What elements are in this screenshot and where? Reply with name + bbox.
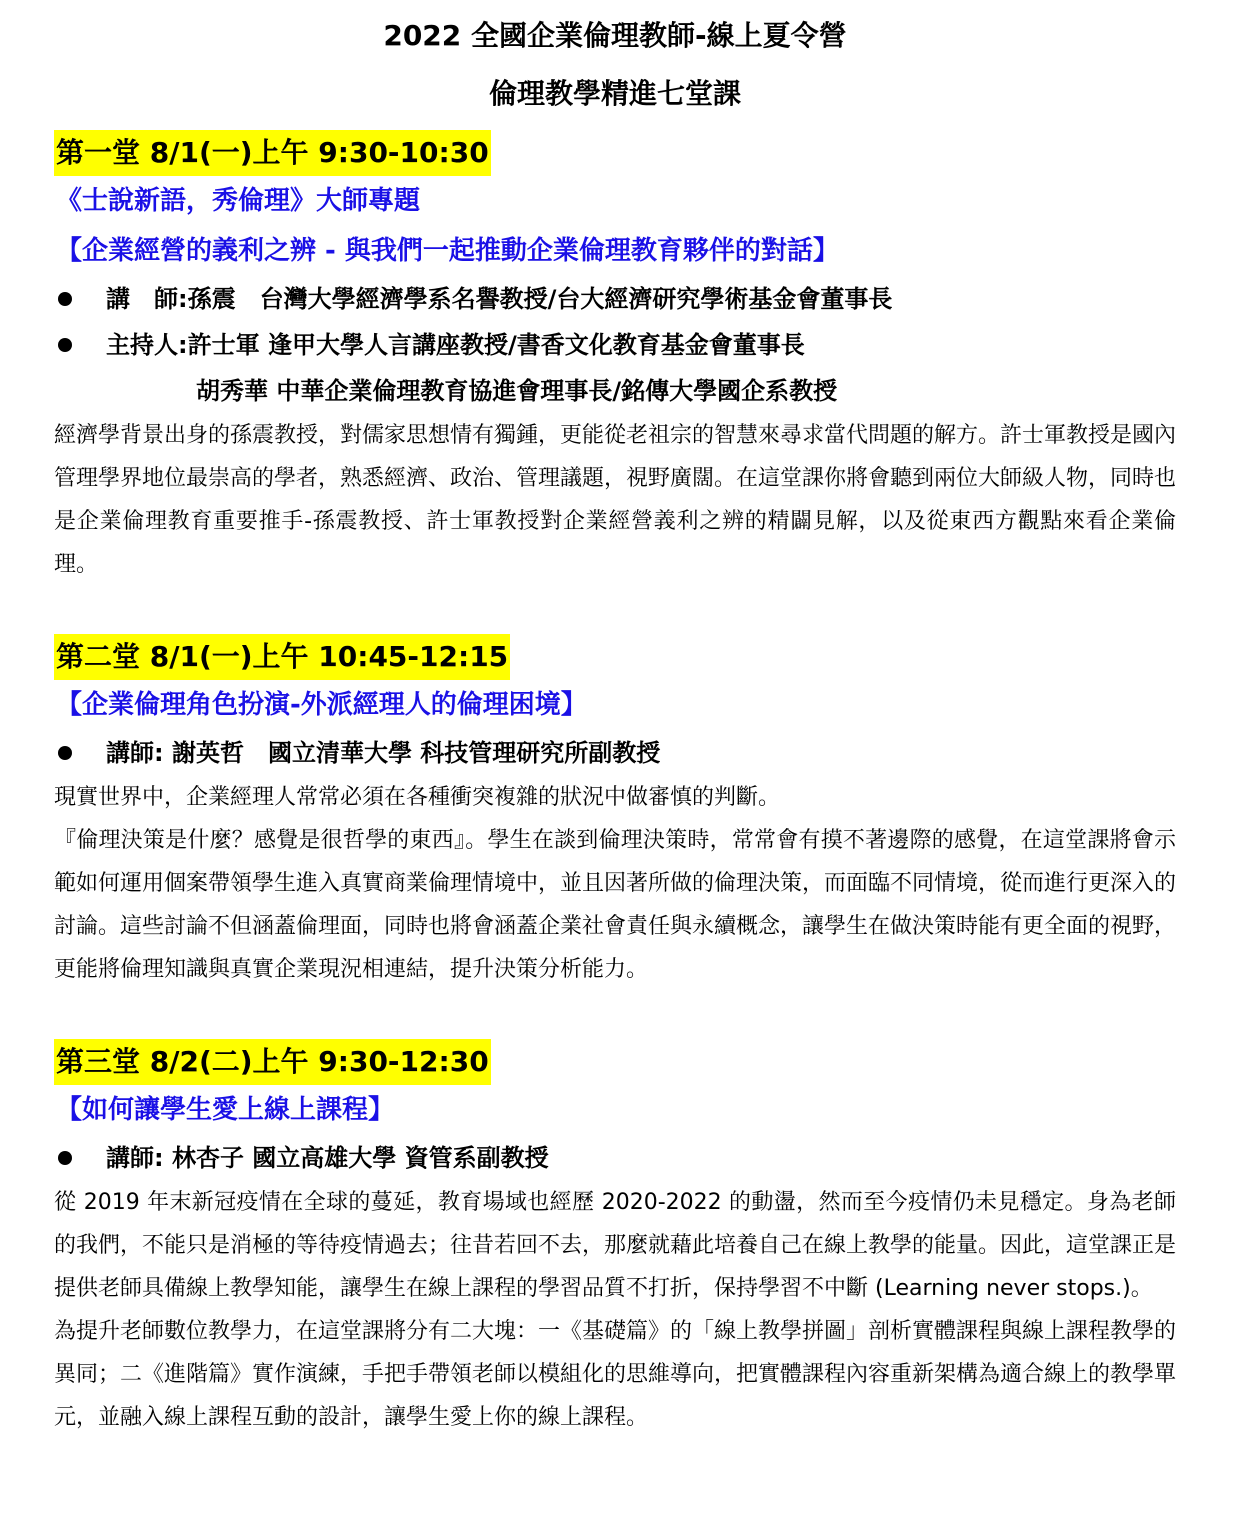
bullet-icon bbox=[58, 338, 72, 352]
session-3-heading: 第三堂 8/2(二)上午 9:30-12:30 bbox=[54, 1039, 491, 1085]
session-3-speaker bbox=[54, 1135, 1176, 1181]
page-title: 2022 全國企業倫理教師-線上夏令營 bbox=[383, 19, 847, 52]
session-1-series-title: 《士說新語，秀倫理》大師專題 bbox=[56, 186, 421, 216]
session-1-topic: 【企業經營的義利之辨 - 與我們一起推動企業倫理教育夥伴的對話】 bbox=[56, 236, 839, 266]
session-1 bbox=[54, 130, 1176, 586]
session-2 bbox=[54, 634, 1176, 991]
bullet-icon bbox=[58, 746, 72, 760]
session-1-speaker bbox=[54, 276, 1176, 322]
session-1-host bbox=[54, 322, 1176, 368]
session-2-speaker bbox=[54, 730, 1176, 776]
bullet-icon bbox=[58, 1151, 72, 1165]
session-1-heading: 第一堂 8/1(一)上午 9:30-10:30 bbox=[54, 130, 491, 176]
session-2-topic: 【企業倫理角色扮演-外派經理人的倫理困境】 bbox=[56, 690, 587, 720]
page-subtitle: 倫理教學精進七堂課 bbox=[488, 77, 741, 110]
session-3-topic: 【如何讓學生愛上線上課程】 bbox=[56, 1095, 395, 1125]
session-3 bbox=[54, 1039, 1176, 1439]
session-3-structure: 為提升老師數位教學力，在這堂課將分有二大塊：一《基礎篇》的「線上教學拼圖」剖析實體課程與線上課程教學的異同；二《進階篇》實作演練，手把手帶領老師以模組化的思維導向，把實體課程內容重新架構為適合線上的教學單元，並融入線上課程互動的設計，讓學生愛上你的線上課程。 bbox=[54, 1319, 1177, 1430]
session-1-speaker-text: 講 師:孫震 台灣大學經濟學系名譽教授/台大經濟研究學術基金會董事長 bbox=[106, 285, 893, 313]
session-1-co-host: 胡秀華 中華企業倫理教育協進會理事長/銘傳大學國企系教授 bbox=[196, 377, 838, 405]
session-2-speaker-text: 講師: 謝英哲 國立清華大學 科技管理研究所副教授 bbox=[106, 739, 661, 767]
session-1-description: 經濟學背景出身的孫震教授，對儒家思想情有獨鍾，更能從老祖宗的智慧來尋求當代問題的解方。許士軍教授是國內管理學界地位最崇高的學者，熟悉經濟、政治、管理議題，視野廣闊。在這堂課你將會聽到兩位大師級人物，同時也是企業倫理教育重要推手-孫震教授、許士軍教授對企業經營義利之辨的精闢見解，以及從東西方觀點來看企業倫理。 bbox=[54, 423, 1177, 577]
session-2-description: 『倫理決策是什麼？感覺是很哲學的東西』。學生在談到倫理決策時，常常會有摸不著邊際的感覺，在這堂課將會示範如何運用個案帶領學生進入真實商業倫理情境中，並且因著所做的倫理決策，而面臨不同情境，從而進行更深入的討論。這些討論不但涵蓋倫理面，同時也將會涵蓋企業社會責任與永續概念，讓學生在做決策時能有更全面的視野，更能將倫理知識與真實企業現況相連結，提升決策分析能力。 bbox=[54, 828, 1177, 982]
session-3-description: 從 2019 年末新冠疫情在全球的蔓延，教育場域也經歷 2020-2022 的動盪，然而至今疫情仍未見穩定。身為老師的我們，不能只是消極的等待疫情過去；往昔若回不去，那麼就藉此培養自己在線上教學的能量。因此，這堂課正是提供老師具備線上教學知能，讓學生在線上課程的學習品質不打折，保持學習不中斷 (Learning never stops.)。 bbox=[54, 1190, 1177, 1301]
bullet-icon bbox=[58, 292, 72, 306]
session-1-host-text: 主持人:許士軍 逢甲大學人言講座教授/書香文化教育基金會董事長 bbox=[106, 331, 805, 359]
session-3-speaker-text: 講師: 林杏子 國立高雄大學 資管系副教授 bbox=[106, 1144, 549, 1172]
session-2-heading: 第二堂 8/1(一)上午 10:45-12:15 bbox=[54, 634, 510, 680]
session-2-intro: 現實世界中，企業經理人常常必須在各種衝突複雜的狀況中做審慎的判斷。 bbox=[54, 785, 781, 810]
